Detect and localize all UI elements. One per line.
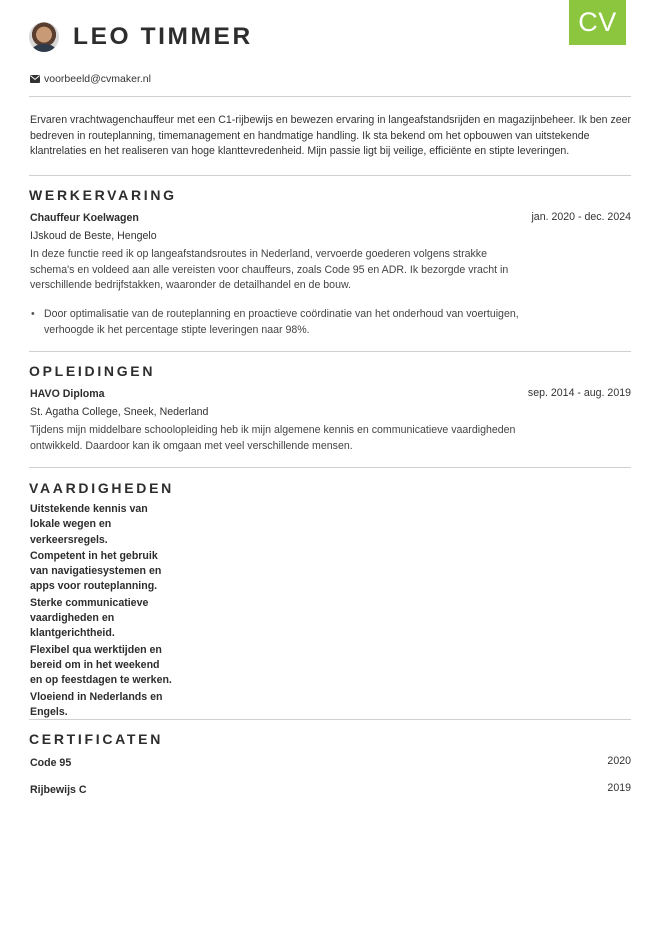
education-dates: sep. 2014 - aug. 2019 xyxy=(527,387,631,399)
email-text[interactable]: voorbeeld@cvmaker.nl xyxy=(44,73,151,85)
education-degree: HAVO Diploma xyxy=(30,388,105,400)
profile-summary: Ervaren vrachtwagenchauffeur met een C1-rijbewijs en bewezen ervaring in langeafstandsrijden en magazijnbeheer. Ik ben zeer bedreven in routeplanning, timemanagement en handmatige handling. Ik sta bekend om het opbouwen van uitstekende klantrelaties en het realiseren van hoge klanttevredenheid. Mijn passie ligt bij veilige, efficiënte en stipte leveringen. xyxy=(30,114,632,157)
education-school: St. Agatha College, Sneek, Nederland xyxy=(30,406,209,418)
job-description: In deze functie reed ik op langeafstandsroutes in Nederland, vervoerde goederen volgens strakke schema's en voldeed aan alle vereisten voor chauffeurs, zoals Code 95 en ADR. Ik bezorgde vracht in verschillende bedrijfstakken, waaronder de detailhandel en de bouw. xyxy=(30,248,509,291)
avatar xyxy=(29,22,59,52)
certificate-year: 2019 xyxy=(607,782,631,794)
skill-item: Sterke communicatieve vaardigheden en klantgerichtheid. xyxy=(30,596,149,640)
contact-email[interactable] xyxy=(30,73,151,85)
job-title: Chauffeur Koelwagen xyxy=(30,212,139,224)
job-dates: jan. 2020 - dec. 2024 xyxy=(531,211,631,223)
divider xyxy=(29,719,631,720)
list-item: • Door optimalisatie van de routeplanning en proactieve coördinatie van het onderhoud van voertuigen, verhoogde ik het percentage stipte leveringen naar 98%. xyxy=(30,307,520,338)
skills-list xyxy=(30,502,172,721)
certificate-name: Rijbewijs C xyxy=(30,784,87,796)
skill-item: Vloeiend in Nederlands en Engels. xyxy=(30,690,163,718)
section-title-education: OPLEIDINGEN xyxy=(29,363,156,379)
divider xyxy=(29,96,631,97)
divider xyxy=(29,467,631,468)
section-title-experience: WERKERVARING xyxy=(29,187,177,203)
certificate-name: Code 95 xyxy=(30,757,72,769)
skill-item: Flexibel qua werktijden en bereid om in het weekend en op feestdagen te werken. xyxy=(30,643,172,687)
skill-item: Competent in het gebruik van navigatiesystemen en apps voor routeplanning. xyxy=(30,549,162,593)
candidate-name: LEO TIMMER xyxy=(73,23,253,50)
section-title-certificates: CERTIFICATEN xyxy=(29,731,164,747)
job-achievements xyxy=(30,307,520,338)
divider xyxy=(29,351,631,352)
education-description: Tijdens mijn middelbare schoolopleiding heb ik mijn algemene kennis en communicatieve vaardigheden ontwikkeld. Daardoor kan ik omgaan met veel verschillende mensen. xyxy=(30,424,516,452)
divider xyxy=(29,175,631,176)
job-company: IJskoud de Beste, Hengelo xyxy=(30,230,157,242)
header xyxy=(29,22,253,52)
certificate-year: 2020 xyxy=(607,755,631,767)
skill-item: Uitstekende kennis van lokale wegen en verkeersregels. xyxy=(30,503,148,546)
cv-badge: CV xyxy=(569,0,626,45)
section-title-skills: VAARDIGHEDEN xyxy=(29,480,174,496)
envelope-icon xyxy=(30,75,40,83)
